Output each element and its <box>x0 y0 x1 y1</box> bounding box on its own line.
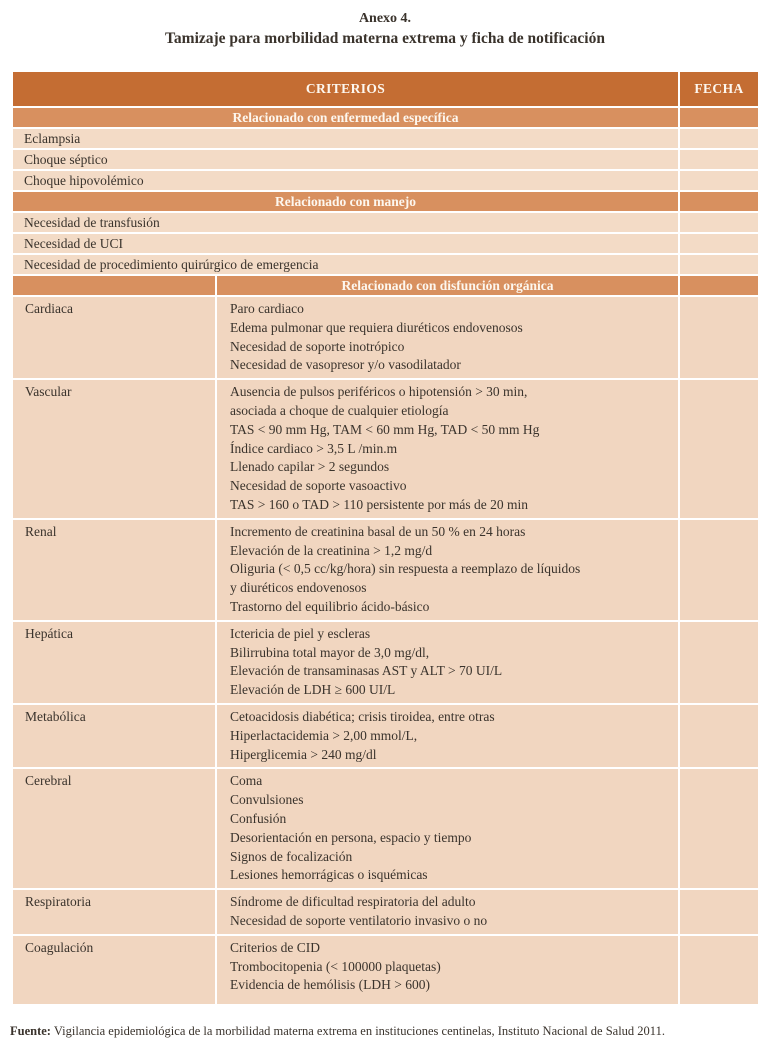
criterion-line: Desorientación en persona, espacio y tiempo <box>230 829 472 845</box>
section-heading-manejo: Relacionado con manejo <box>12 191 679 212</box>
criteria-cell <box>216 519 679 621</box>
criterion-line: Ausencia de pulsos periféricos o hipotensión > 30 min, <box>230 384 528 400</box>
table-row-renal <box>12 519 759 621</box>
criterion-line: TAS < 90 mm Hg, TAM < 60 mm Hg, TAD < 50 mm Hg <box>230 421 540 437</box>
criterios-header-cell: CRITERIOS <box>12 71 679 107</box>
criterion-line: y diuréticos endovenosos <box>230 580 367 596</box>
source-label: Fuente: <box>10 1024 51 1038</box>
criterion-line: Síndrome de dificultad respiratoria del adulto <box>230 894 476 910</box>
criterion-label: Necesidad de procedimiento quirúrgico de emergencia <box>12 254 679 275</box>
criterion-label: Choque hipovolémico <box>12 170 679 191</box>
section-heading-row <box>12 191 759 212</box>
criteria-cell <box>216 379 679 519</box>
criteria-cell <box>216 621 679 704</box>
criterion-label: Choque séptico <box>12 149 679 170</box>
criterion-line: Coma <box>230 773 263 789</box>
criteria-cell <box>216 889 679 935</box>
criterion-line: Edema pulmonar que requiera diuréticos endovenosos <box>230 319 523 335</box>
table-row <box>12 149 759 170</box>
fecha-cell <box>679 170 759 191</box>
criterion-line: Convulsiones <box>230 792 304 808</box>
criterion-line: Hiperglicemia > 240 mg/dl <box>230 746 377 762</box>
criteria-cell <box>216 935 679 1005</box>
criterion-line: TAS > 160 o TAD > 110 persistente por más de 20 min <box>230 496 529 512</box>
organ-name: Renal <box>12 519 216 621</box>
criteria-cell <box>216 296 679 379</box>
section-heading-enfermedad: Relacionado con enfermedad específica <box>12 107 679 128</box>
fecha-section-cell <box>679 275 759 296</box>
criterion-line: Elevación de LDH ≥ 600 UI/L <box>230 682 396 698</box>
fecha-cell <box>679 254 759 275</box>
criterion-line: Elevación de la creatinina > 1,2 mg/d <box>230 542 433 558</box>
organ-name: Cerebral <box>12 768 216 889</box>
criteria-cell <box>216 704 679 768</box>
fecha-cell <box>679 128 759 149</box>
page-title: Tamizaje para morbilidad materna extrema y ficha de notificación <box>165 30 605 47</box>
fecha-cell <box>679 212 759 233</box>
table-row <box>12 128 759 149</box>
fecha-cell <box>679 149 759 170</box>
document-title <box>0 0 770 49</box>
fecha-cell <box>679 621 759 704</box>
criterion-line: Necesidad de soporte vasoactivo <box>230 478 407 494</box>
criterion-label: Eclampsia <box>12 128 679 149</box>
criterion-line: Paro cardiaco <box>230 301 304 316</box>
table-row <box>12 233 759 254</box>
fecha-cell <box>679 233 759 254</box>
criterion-line: Criterios de CID <box>230 939 320 955</box>
criterion-line: Confusión <box>230 810 287 826</box>
organ-name: Hepática <box>12 621 216 704</box>
table-row <box>12 254 759 275</box>
criterion-line: Índice cardiaco > 3,5 L /min.m <box>230 440 398 456</box>
criteria-table <box>11 70 760 1006</box>
fecha-cell <box>679 889 759 935</box>
source-note <box>10 1023 760 1038</box>
criterion-label: Necesidad de transfusión <box>12 212 679 233</box>
section-heading-row <box>12 107 759 128</box>
table-row-metabolica <box>12 704 759 768</box>
criterion-line: Evidencia de hemólisis (LDH > 600) <box>230 977 430 993</box>
table-row-cerebral <box>12 768 759 889</box>
criterion-line: asociada a choque de cualquier etiología <box>230 402 449 418</box>
organ-name: Vascular <box>12 379 216 519</box>
criterion-line: Necesidad de vasopresor y/o vasodilatador <box>230 357 461 373</box>
section-heading-blank-cell <box>12 275 216 296</box>
section-heading-row <box>12 275 759 296</box>
criterion-line: Necesidad de soporte ventilatorio invasivo o no <box>230 912 488 928</box>
criterion-line: Bilirrubina total mayor de 3,0 mg/dl, <box>230 644 430 660</box>
table-row-cardiaca <box>12 296 759 379</box>
fecha-cell <box>679 704 759 768</box>
table-row <box>12 170 759 191</box>
organ-name: Metabólica <box>12 704 216 768</box>
fecha-cell <box>679 935 759 1005</box>
table-row-coagulacion <box>12 935 759 1005</box>
table-row-vascular <box>12 379 759 519</box>
fecha-cell <box>679 519 759 621</box>
criteria-cell <box>216 768 679 889</box>
source-text: Vigilancia epidemiológica de la morbilidad materna extrema en instituciones centinelas, Instituto Nacional de Salud 2011. <box>50 1024 665 1038</box>
criterion-line: Hiperlactacidemia > 2,00 mmol/L, <box>230 727 418 743</box>
criterion-line: Ictericia de piel y escleras <box>230 625 371 641</box>
criterion-line: Llenado capilar > 2 segundos <box>230 459 390 475</box>
criterion-line: Lesiones hemorrágicas o isquémicas <box>230 867 428 883</box>
organ-name: Cardiaca <box>12 296 216 379</box>
section-heading-disfuncion: Relacionado con disfunción orgánica <box>216 275 679 296</box>
criterion-line: Incremento de creatinina basal de un 50 % en 24 horas <box>230 523 526 539</box>
criterion-line: Necesidad de soporte inotrópico <box>230 338 405 354</box>
criterion-line: Oliguria (< 0,5 cc/kg/hora) sin respuesta a reemplazo de líquidos <box>230 561 581 577</box>
table-header-row <box>12 71 759 107</box>
criterion-line: Signos de focalización <box>230 848 353 864</box>
criterion-line: Cetoacidosis diabética; crisis tiroidea, entre otras <box>230 708 495 724</box>
fecha-section-cell <box>679 191 759 212</box>
table-row <box>12 212 759 233</box>
organ-name: Coagulación <box>12 935 216 1005</box>
criterion-line: Elevación de transaminasas AST y ALT > 70 UI/L <box>230 663 503 679</box>
table-row-respiratoria <box>12 889 759 935</box>
fecha-cell <box>679 379 759 519</box>
table-row-hepatica <box>12 621 759 704</box>
organ-name: Respiratoria <box>12 889 216 935</box>
criterion-line: Trombocitopenia (< 100000 plaquetas) <box>230 958 441 974</box>
criterion-label: Necesidad de UCI <box>12 233 679 254</box>
annex-title: Anexo 4. <box>358 11 412 26</box>
fecha-cell <box>679 768 759 889</box>
fecha-section-cell <box>679 107 759 128</box>
criterion-line: Trastorno del equilibrio ácido-básico <box>230 598 430 614</box>
fecha-header-cell: FECHA <box>679 71 759 107</box>
fecha-cell <box>679 296 759 379</box>
